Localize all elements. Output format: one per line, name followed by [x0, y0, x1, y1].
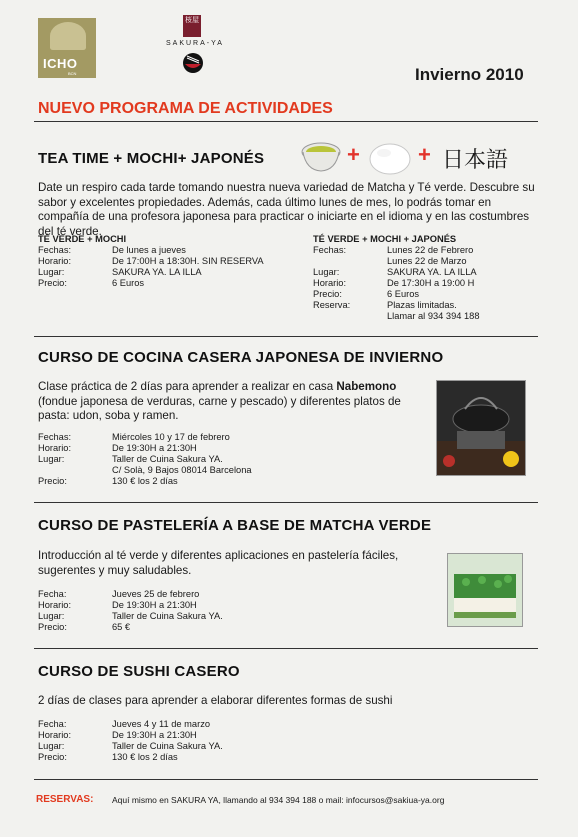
detail-value: Miércoles 10 y 17 de febrero	[112, 432, 230, 442]
sushi-description: 2 días de clases para aprender a elaborar diferentes formas de sushi	[38, 694, 393, 707]
detail-label: Horario:	[38, 730, 72, 740]
detail-label: Horario:	[38, 600, 72, 610]
sakura-logo-name: SAKURA-YA	[166, 40, 224, 47]
detail-label: Fecha:	[38, 719, 67, 729]
tea-title: TEA TIME + MOCHI+ JAPONÉS	[38, 150, 265, 167]
cocina-details	[38, 432, 298, 492]
divider	[34, 502, 538, 503]
detail-label: Reserva:	[313, 300, 351, 310]
detail-label: Precio:	[38, 476, 67, 486]
detail-value: SAKURA YA. LA ILLA	[387, 267, 477, 277]
detail-label: Precio:	[38, 622, 67, 632]
detail-value: Lunes 22 de Febrero	[387, 245, 474, 255]
cocina-desc-post: (fondue japonesa de verduras, carne y pescado) y diferentes platos de pasta: udon, soba y ramen.	[38, 394, 401, 422]
detail-value: Llamar al 934 394 188	[387, 311, 480, 321]
sushi-details	[38, 719, 298, 767]
detail-value: De lunes a jueves	[112, 245, 186, 255]
detail-value: De 17:30H a 19:00 H	[387, 278, 475, 288]
season-title: Invierno 2010	[415, 65, 524, 84]
matcha-cup-icon	[300, 138, 342, 174]
tea-description: Date un respiro cada tarde tomando nuestra nueva variedad de Matcha y Té verde. Descubre su sabor y excelentes propiedades. Además, cada último lunes de mes, lo podrás tomar en compañía de una profesora japonesa para practicar o iniciarte en el idioma y en las costumbres del té verde.	[38, 181, 535, 238]
detail-label: Horario:	[38, 256, 72, 266]
sakura-kanji-logo: 桜屋	[183, 15, 201, 37]
detail-label: Lugar:	[38, 741, 65, 751]
detail-label: Fechas:	[38, 245, 72, 255]
detail-value: De 19:30H a 21:30H	[112, 730, 197, 740]
detail-value: De 19:30H a 21:30H	[112, 443, 197, 453]
mochi-icon	[368, 137, 412, 175]
divider	[34, 336, 538, 337]
detail-label: Horario:	[38, 443, 72, 453]
program-title: NUEVO PROGRAMA DE ACTIVIDADES	[38, 100, 333, 117]
nabemono-photo	[436, 380, 526, 476]
detail-value: 6 Euros	[387, 289, 420, 299]
detail-label: Lugar:	[38, 454, 65, 464]
divider	[34, 121, 538, 122]
tea-mochi-japones-heading: TÉ VERDE + MOCHI + JAPONÉS	[313, 234, 457, 244]
pasteleria-details	[38, 589, 298, 637]
detail-value: Jueves 25 de febrero	[112, 589, 200, 599]
icho-logo-sub: BCN	[68, 71, 77, 76]
detail-value: Lunes 22 de Marzo	[387, 256, 467, 266]
detail-value: Jueves 4 y 11 de marzo	[112, 719, 211, 729]
sakura-bowl-icon	[182, 52, 204, 74]
detail-value: 130 € los 2 días	[112, 752, 178, 762]
reservas-text: Aquí mismo en SAKURA YA, llamando al 934 394 188 o mail: infocursos@sakiua-ya.org	[112, 795, 445, 805]
detail-label: Precio:	[38, 278, 67, 288]
pasteleria-description: Introducción al té verde y diferentes aplicaciones en pastelería fáciles, sugerentes y muy saludables.	[38, 549, 399, 577]
tea-mochi-heading: TÉ VERDE + MOCHI	[38, 234, 127, 244]
detail-value: SAKURA YA. LA ILLA	[112, 267, 202, 277]
icho-logo-name: ICHO	[43, 56, 78, 71]
detail-value: 130 € los 2 días	[112, 476, 178, 486]
icho-logo	[38, 18, 96, 78]
detail-value: Plazas limitadas.	[387, 300, 457, 310]
pasteleria-title: CURSO DE PASTELERÍA A BASE DE MATCHA VERDE	[38, 517, 432, 534]
detail-label: Fecha:	[38, 589, 67, 599]
detail-label: Fechas:	[313, 245, 347, 255]
ginkgo-leaf-icon	[50, 22, 86, 50]
plus-sign: +	[418, 142, 431, 167]
sushi-title: CURSO DE SUSHI CASERO	[38, 663, 240, 680]
detail-value: 65 €	[112, 622, 131, 632]
divider	[34, 648, 538, 649]
tea-mochi-japones-details	[313, 234, 543, 324]
detail-label: Lugar:	[313, 267, 340, 277]
japanese-text: 日本語	[442, 148, 509, 173]
reservas-label: RESERVAS:	[36, 794, 94, 805]
detail-value: Taller de Cuina Sakura YA.	[112, 454, 223, 464]
cocina-desc-bold: Nabemono	[336, 380, 397, 393]
detail-label: Lugar:	[38, 611, 65, 621]
cocina-desc-pre: Clase práctica de 2 días para aprender a realizar en casa	[38, 380, 337, 393]
detail-label: Horario:	[313, 278, 347, 288]
detail-label: Precio:	[38, 752, 67, 762]
plus-sign: +	[347, 142, 360, 167]
detail-value: De 19:30H a 21:30H	[112, 600, 197, 610]
detail-label: Precio:	[313, 289, 342, 299]
divider	[34, 779, 538, 780]
detail-value: Taller de Cuina Sakura YA.	[112, 611, 223, 621]
detail-value: C/ Solà, 9 Bajos 08014 Barcelona	[112, 465, 252, 475]
detail-value: Taller de Cuina Sakura YA.	[112, 741, 223, 751]
detail-value: De 17:00H a 18:30H. SIN RESERVA	[112, 256, 264, 266]
tea-mochi-details	[38, 234, 298, 294]
detail-label: Fechas:	[38, 432, 72, 442]
cocina-description	[38, 380, 408, 424]
cocina-title: CURSO DE COCINA CASERA JAPONESA DE INVIERNO	[38, 349, 444, 366]
detail-value: 6 Euros	[112, 278, 145, 288]
detail-label: Lugar:	[38, 267, 65, 277]
matcha-cake-photo	[447, 553, 523, 627]
